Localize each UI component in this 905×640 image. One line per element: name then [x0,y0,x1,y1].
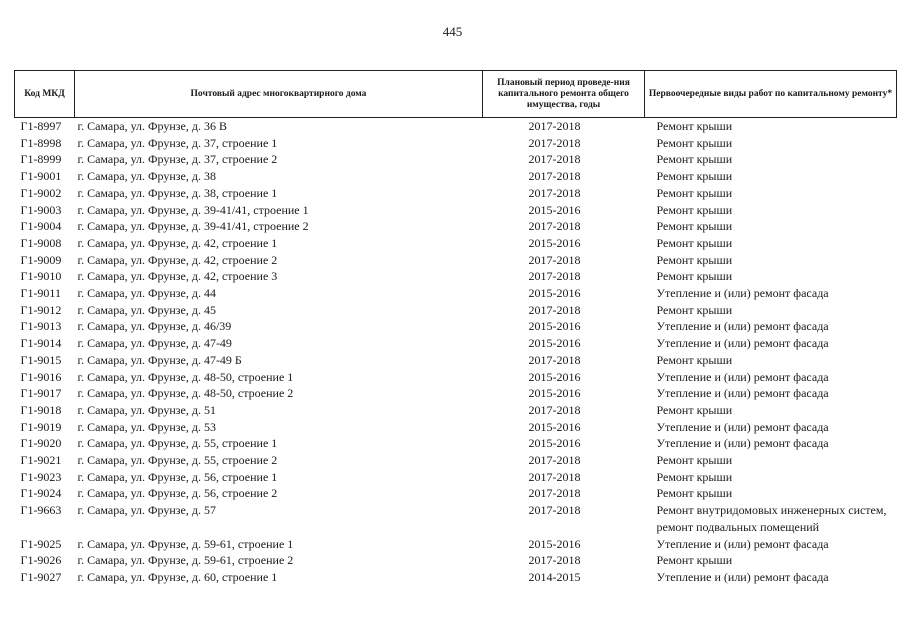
cell-code: Г1-8999 [20,152,62,167]
cell-address: г. Самара, ул. Фрунзе, д. 42, строение 3 [77,269,278,284]
table-row [15,335,897,352]
cell-code: Г1-9004 [20,219,62,234]
cell-address: г. Самара, ул. Фрунзе, д. 46/39 [77,319,232,334]
cell-period: 2015-2016 [528,235,581,250]
header-period: Плановый период проведе-ния капитального ремонта общего имущества, годы [483,71,645,118]
table-row [15,218,897,235]
cell-code: Г1-9016 [20,369,62,384]
cell-code: Г1-9019 [20,419,62,434]
cell-period: 2017-2018 [528,302,581,317]
cell-work: Утепление и (или) ремонт фасада [656,569,829,584]
table-row [15,202,897,219]
table-row [15,302,897,319]
cell-period: 2015-2016 [528,536,581,551]
cell-period: 2017-2018 [528,453,581,468]
cell-work: Ремонт крыши [656,269,733,284]
cell-address: г. Самара, ул. Фрунзе, д. 37, строение 2 [77,152,278,167]
cell-code: Г1-9012 [20,302,62,317]
cell-work: Ремонт крыши [656,152,733,167]
cell-work: Утепление и (или) ремонт фасада [656,386,829,401]
cell-work: Утепление и (или) ремонт фасада [656,436,829,451]
table-row [15,435,897,452]
cell-code: Г1-9020 [20,436,62,451]
cell-period: 2017-2018 [528,503,581,518]
cell-address: г. Самара, ул. Фрунзе, д. 37, строение 1 [77,135,278,150]
table-row [15,419,897,436]
table-row [15,552,897,569]
cell-address: г. Самара, ул. Фрунзе, д. 42, строение 2 [77,252,278,267]
cell-code: Г1-9002 [20,185,62,200]
table-row [15,185,897,202]
cell-address: г. Самара, ул. Фрунзе, д. 47-49 Б [77,352,242,367]
cell-period: 2015-2016 [528,436,581,451]
cell-address: г. Самара, ул. Фрунзе, д. 36 В [77,119,227,133]
cell-work: Утепление и (или) ремонт фасада [656,286,829,301]
table-row [15,235,897,252]
cell-period: 2017-2018 [528,119,581,133]
cell-period: 2015-2016 [528,369,581,384]
cell-address: г. Самара, ул. Фрунзе, д. 56, строение 2 [77,486,278,501]
header-address: Почтовый адрес многоквартирного дома [75,71,483,118]
cell-work: Ремонт крыши [656,469,733,484]
cell-work: Ремонт крыши [656,553,733,568]
cell-code: Г1-9003 [20,202,62,217]
cell-period: 2017-2018 [528,219,581,234]
table-body [15,118,897,586]
cell-address: г. Самара, ул. Фрунзе, д. 48-50, строение 1 [77,369,294,384]
cell-code: Г1-9663 [20,503,62,518]
cell-code: Г1-9023 [20,469,62,484]
cell-period: 2017-2018 [528,252,581,267]
table-row [15,402,897,419]
cell-code: Г1-9009 [20,252,62,267]
cell-period: 2017-2018 [528,169,581,184]
header-works: Первоочередные виды работ по капитальному ремонту* [645,71,897,118]
table-row [15,168,897,185]
cell-work: Утепление и (или) ремонт фасада [656,319,829,334]
cell-address: г. Самара, ул. Фрунзе, д. 55, строение 1 [77,436,278,451]
cell-work: Ремонт крыши [656,119,733,133]
cell-address: г. Самара, ул. Фрунзе, д. 45 [77,302,216,317]
cell-work: Ремонт крыши [656,135,733,150]
cell-period: 2017-2018 [528,402,581,417]
cell-address: г. Самара, ул. Фрунзе, д. 51 [77,402,216,417]
cell-code: Г1-9001 [20,169,62,184]
cell-period: 2015-2016 [528,319,581,334]
cell-address: г. Самара, ул. Фрунзе, д. 38 [77,169,216,184]
cell-address: г. Самара, ул. Фрунзе, д. 56, строение 1 [77,469,278,484]
table-row [15,118,897,135]
cell-work: Утепление и (или) ремонт фасада [656,536,829,551]
table-row [15,502,897,535]
cell-period: 2017-2018 [528,553,581,568]
cell-work: Ремонт крыши [656,352,733,367]
cell-period: 2017-2018 [528,352,581,367]
cell-period: 2017-2018 [528,269,581,284]
table-row [15,318,897,335]
cell-period: 2017-2018 [528,135,581,150]
cell-address: г. Самара, ул. Фрунзе, д. 39-41/41, строение 2 [77,219,309,234]
cell-address: г. Самара, ул. Фрунзе, д. 59-61, строение 1 [77,536,294,551]
capital-repair-table [14,70,896,586]
cell-code: Г1-9014 [20,336,62,351]
cell-code: Г1-9015 [20,352,62,367]
cell-address: г. Самара, ул. Фрунзе, д. 38, строение 1 [77,185,278,200]
cell-address: г. Самара, ул. Фрунзе, д. 47-49 [77,336,232,351]
table-row [15,385,897,402]
table-row [15,369,897,386]
cell-work: Ремонт крыши [656,302,733,317]
cell-period: 2017-2018 [528,152,581,167]
cell-period: 2017-2018 [528,469,581,484]
cell-work: Утепление и (или) ремонт фасада [656,336,829,351]
cell-code: Г1-9025 [20,536,62,551]
cell-address: г. Самара, ул. Фрунзе, д. 44 [77,286,216,301]
cell-period: 2015-2016 [528,419,581,434]
cell-work: Ремонт крыши [656,235,733,250]
cell-code: Г1-8997 [20,119,62,133]
cell-work: Ремонт крыши [656,219,733,234]
cell-period: 2017-2018 [528,486,581,501]
cell-address: г. Самара, ул. Фрунзе, д. 39-41/41, строение 1 [77,202,309,217]
cell-work: Ремонт крыши [656,402,733,417]
table-row [15,151,897,168]
header-code: Код МКД [15,71,75,118]
cell-work: Ремонт крыши [656,169,733,184]
cell-code: Г1-9026 [20,553,62,568]
cell-period: 2015-2016 [528,336,581,351]
cell-period: 2015-2016 [528,286,581,301]
table-row [15,268,897,285]
cell-address: г. Самара, ул. Фрунзе, д. 48-50, строение 2 [77,386,294,401]
cell-period: 2015-2016 [528,202,581,217]
cell-work: Ремонт крыши [656,185,733,200]
table-row [15,452,897,469]
cell-code: Г1-9018 [20,402,62,417]
table-row [15,569,897,586]
table-row [15,536,897,553]
cell-code: Г1-9010 [20,269,62,284]
cell-code: Г1-9027 [20,569,62,584]
cell-work: Ремонт крыши [656,486,733,501]
cell-work: Ремонт крыши [656,252,733,267]
cell-code: Г1-9021 [20,453,62,468]
cell-work: Утепление и (или) ремонт фасада [656,419,829,434]
table-row [15,469,897,486]
cell-address: г. Самара, ул. Фрунзе, д. 60, строение 1 [77,569,278,584]
cell-address: г. Самара, ул. Фрунзе, д. 57 [77,503,216,518]
cell-code: Г1-9013 [20,319,62,334]
cell-address: г. Самара, ул. Фрунзе, д. 59-61, строение 2 [77,553,294,568]
cell-code: Г1-9017 [20,386,62,401]
table-header-row [15,71,897,118]
cell-address: г. Самара, ул. Фрунзе, д. 55, строение 2 [77,453,278,468]
cell-address: г. Самара, ул. Фрунзе, д. 42, строение 1 [77,235,278,250]
cell-work: Ремонт внутридомовых инженерных систем, ремонт подвальных помещений [656,503,887,534]
table-row [15,285,897,302]
cell-period: 2015-2016 [528,386,581,401]
cell-code: Г1-9011 [20,286,61,301]
table-row [15,485,897,502]
cell-code: Г1-9024 [20,486,62,501]
cell-work: Ремонт крыши [656,202,733,217]
cell-work: Ремонт крыши [656,453,733,468]
repair-schedule-table [14,70,897,586]
page-number: 445 [442,24,463,39]
cell-period: 2014-2015 [528,569,581,584]
cell-code: Г1-8998 [20,135,62,150]
cell-period: 2017-2018 [528,185,581,200]
cell-work: Утепление и (или) ремонт фасада [656,369,829,384]
table-row [15,135,897,152]
cell-address: г. Самара, ул. Фрунзе, д. 53 [77,419,216,434]
cell-code: Г1-9008 [20,235,62,250]
table-row [15,252,897,269]
table-row [15,352,897,369]
